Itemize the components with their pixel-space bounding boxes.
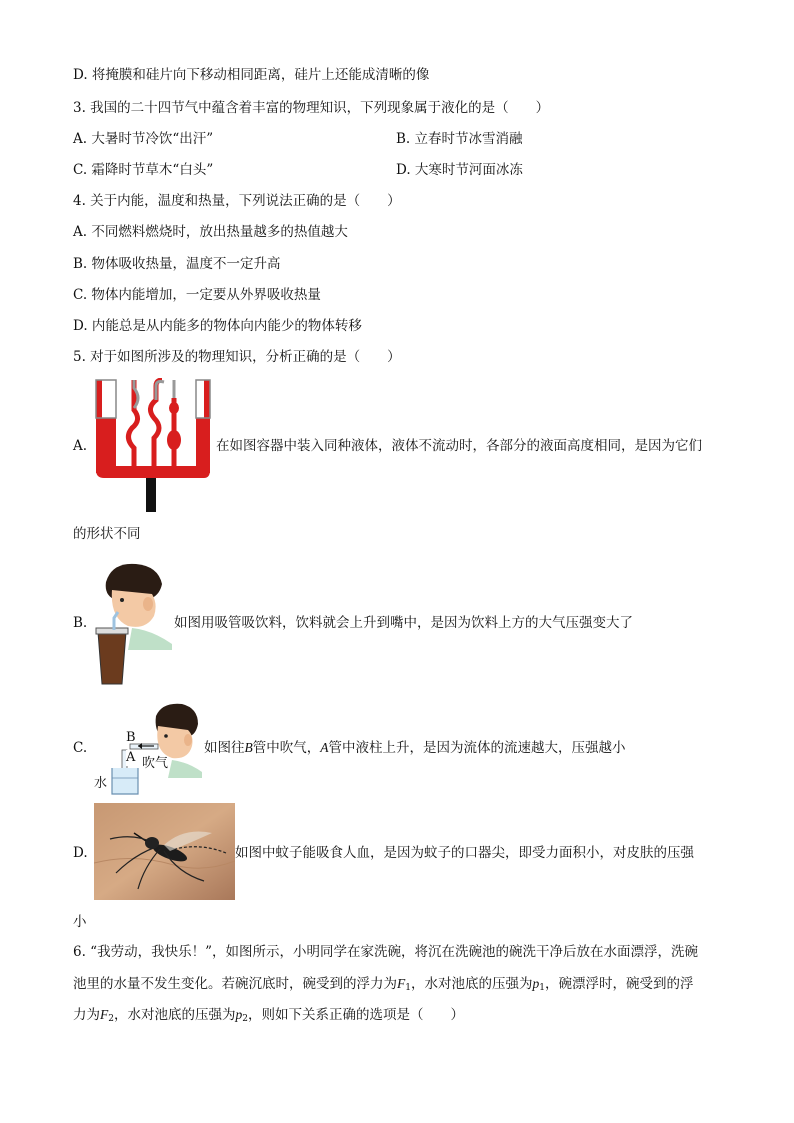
water-label: 水 (94, 776, 108, 791)
q4-stem: 4. 关于内能，温度和热量，下列说法正确的是（ ） (73, 193, 401, 209)
q5-option-c-label: C. (73, 740, 88, 756)
q5-stem: 5. 对于如图所涉及的物理知识，分析正确的是（ ） (73, 349, 401, 365)
q5-option-d-label: D. (73, 845, 88, 861)
q5-option-d-continued: 小 (73, 914, 87, 930)
q5-option-a-text: 在如图容器中装入同种液体，液体不流动时，各部分的液面高度相同，是因为它们 (216, 438, 702, 454)
q6-line-3: 力为$F_2$，水对池底的压强为$p_2$，则如下关系正确的选项是（ ） (73, 1007, 464, 1024)
q5-option-c-text: 如图往B管中吹气，A管中液柱上升，是因为流体的流速越大，压强越小 (204, 740, 626, 756)
q4-option-b: B. 物体吸收热量，温度不一定升高 (73, 256, 281, 272)
q5-option-d-text: 如图中蚊子能吸食人血，是因为蚊子的口器尖，即受力面积小，对皮肤的压强 (235, 845, 694, 861)
q6-line-2: 池里的水量不发生变化。若碗沉底时，碗受到的浮力为$F_1$，水对池底的压强为$p_1$，碗漂浮时，碗受到的浮 (73, 976, 694, 993)
q6-line-1: 6. “我劳动，我快乐！”，如图所示，小明同学在家洗碗，将沉在洗碗池的碗洗干净后放在水面漂浮，洗碗 (73, 944, 698, 960)
blow-label: 吹气 (142, 756, 169, 771)
boy-drinking-straw-figure (92, 560, 174, 686)
mosquito-photo (94, 803, 235, 900)
blow-tube-figure (92, 700, 204, 798)
connected-vessel-figure (92, 378, 214, 512)
q3-option-d: D. 大寒时节河面冰冻 (396, 162, 523, 178)
q3-option-b: B. 立春时节冰雪消融 (396, 131, 523, 147)
tube-b-label: B (126, 730, 136, 745)
q5-option-a-label: A. (73, 438, 88, 454)
q5-option-b-label: B. (73, 615, 88, 631)
q3-stem: 3. 我国的二十四节气中蕴含着丰富的物理知识，下列现象属于液化的是（ ） (73, 100, 550, 116)
q5-option-b-text: 如图用吸管吸饮料，饮料就会上升到嘴中，是因为饮料上方的大气压强变大了 (174, 615, 633, 631)
q4-option-d: D. 内能总是从内能多的物体向内能少的物体转移 (73, 318, 362, 334)
q3-option-c: C. 霜降时节草木“白头” (73, 162, 214, 178)
q2-option-d: D. 将掩膜和硅片向下移动相同距离，硅片上还能成清晰的像 (73, 67, 430, 83)
q4-option-a: A. 不同燃料燃烧时，放出热量越多的热值越大 (73, 224, 348, 240)
tube-a-label: A (126, 750, 136, 765)
q3-option-a: A. 大暑时节冷饮“出汗” (73, 131, 214, 147)
q5-option-a-continued: 的形状不同 (73, 526, 141, 542)
q4-option-c: C. 物体内能增加，一定要从外界吸收热量 (73, 287, 321, 303)
